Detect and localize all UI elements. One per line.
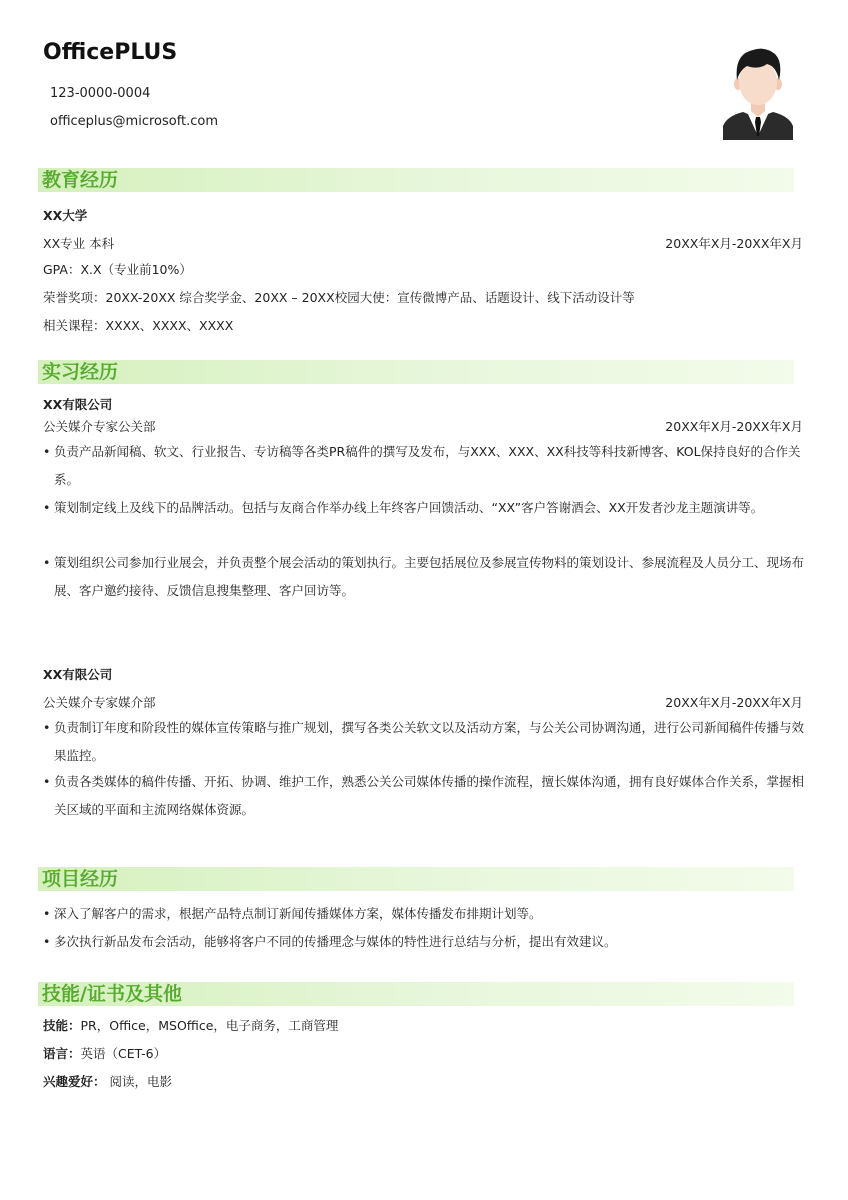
job-date: 20XX年X月-20XX年X月 <box>665 695 803 710</box>
company-name: XX有限公司 <box>43 397 113 412</box>
list-item: • 多次执行新品发布会活动，能够将客户不同的传播理念与媒体的特性进行总结与分析，提出有效建议。 <box>43 928 813 956</box>
candidate-name: OfficePLUS <box>43 40 178 65</box>
skills-section-header <box>38 982 794 1006</box>
bullet-icon: • <box>43 720 51 735</box>
major-degree: XX专业 本科 <box>43 236 115 251</box>
hobby-row <box>43 1072 172 1090</box>
list-item: • 策划制定线上及线下的品牌活动。包括与友商合作举办线上年终客户回馈活动、“XX”客户答谢酒会、XX开发者沙龙主题演讲等。 <box>43 494 813 522</box>
list-item: • 深入了解客户的需求，根据产品特点制订新闻传播媒体方案，媒体传播发布排期计划等。 <box>43 900 813 928</box>
section-title: 项目经历 <box>42 868 119 890</box>
job-role: 公关媒介专家媒介部 <box>43 695 156 710</box>
language-value: 英语（CET-6） <box>80 1046 167 1061</box>
internship-section-header <box>38 360 794 384</box>
section-title: 实习经历 <box>42 361 119 383</box>
courses: 相关课程：XXXX、XXXX、XXXX <box>43 318 234 333</box>
section-title: 教育经历 <box>42 169 119 191</box>
bullet-icon: • <box>43 444 51 459</box>
language-label: 语言： <box>43 1046 81 1061</box>
skills-value: PR，Office，MSOffice，电子商务，工商管理 <box>80 1018 339 1033</box>
hobby-value: 阅读，电影 <box>105 1074 172 1089</box>
list-item: • 负责制订年度和阶段性的媒体宣传策略与推广规划，撰写各类公关软文以及活动方案，与公关公司协调沟通，进行公司新闻稿件传播与效果监控。 <box>43 714 813 770</box>
phone-number: 123-0000-0004 <box>50 86 151 101</box>
education-date: 20XX年X月-20XX年X月 <box>665 236 803 251</box>
bullet-icon: • <box>43 500 51 515</box>
bullet-icon: • <box>43 774 51 789</box>
language-row <box>43 1044 166 1062</box>
education-section-header <box>38 168 794 192</box>
avatar <box>721 44 795 140</box>
skills-row <box>43 1016 338 1034</box>
email-address: officeplus@microsoft.com <box>50 114 219 129</box>
list-item: • 策划组织公司参加行业展会，并负责整个展会活动的策划执行。主要包括展位及参展宣传物料的策划设计、参展流程及人员分工、现场布展、客户邀约接待、反馈信息搜集整理、客户回访等。 <box>43 549 813 605</box>
bullet-icon: • <box>43 555 51 570</box>
projects-section-header <box>38 867 794 891</box>
job-role: 公关媒介专家公关部 <box>43 419 156 434</box>
hobby-label: 兴趣爱好： <box>43 1074 106 1089</box>
skills-label: 技能： <box>43 1018 81 1033</box>
bullet-icon: • <box>43 906 51 921</box>
honors: 荣誉奖项：20XX-20XX 综合奖学金、20XX – 20XX校园大使：宣传微博产品、话题设计、线下活动设计等 <box>43 290 635 305</box>
company-name: XX有限公司 <box>43 667 113 682</box>
list-item: • 负责产品新闻稿、软文、行业报告、专访稿等各类PR稿件的撰写及发布，与XXX、XXX、XX科技等科技新博客、KOL保持良好的合作关系。 <box>43 438 813 494</box>
school-name: XX大学 <box>43 208 88 223</box>
section-title: 技能/证书及其他 <box>42 983 182 1005</box>
gpa: GPA：X.X（专业前10%） <box>43 262 192 277</box>
job-date: 20XX年X月-20XX年X月 <box>665 419 803 434</box>
list-item: • 负责各类媒体的稿件传播、开拓、协调、维护工作，熟悉公关公司媒体传播的操作流程，擅长媒体沟通，拥有良好媒体合作关系，掌握相关区域的平面和主流网络媒体资源。 <box>43 768 813 824</box>
bullet-icon: • <box>43 934 51 949</box>
